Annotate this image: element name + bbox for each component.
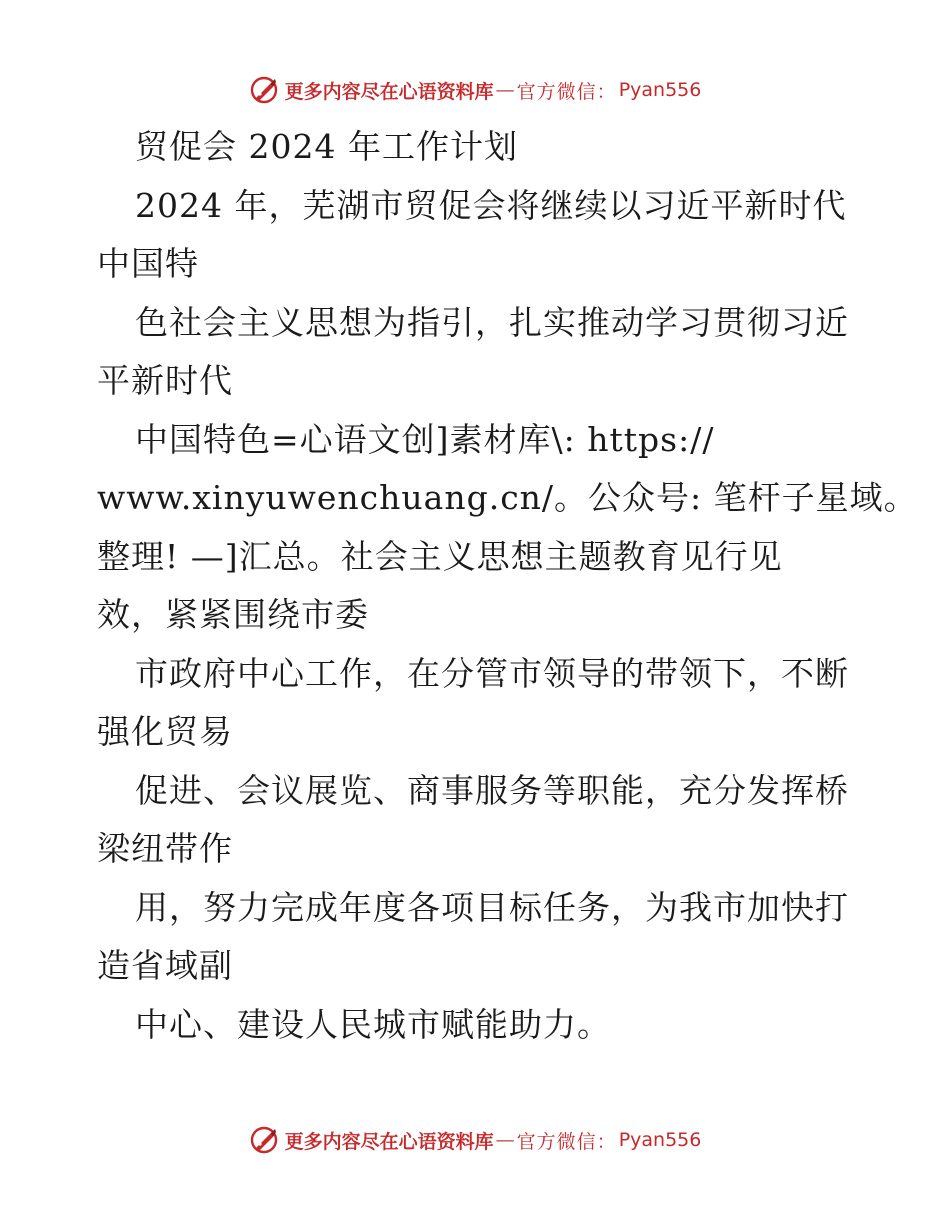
quill-pen-logo-icon — [249, 75, 279, 105]
watermark-dash: — — [495, 1129, 515, 1151]
watermark-promo-text: 更多内容尽在心语资料库 — [284, 1130, 494, 1153]
paragraph-line: 中国特色=心语文创]素材库\: https:// — [135, 419, 715, 459]
footer-watermark — [0, 1120, 950, 1160]
paragraph-line: 梁纽带作 — [97, 829, 233, 868]
watermark-dash: — — [495, 79, 515, 101]
watermark-wechat-label: 官方微信： — [516, 80, 617, 103]
watermark-wechat-handle: Pyan556 — [618, 1129, 702, 1151]
paragraph-line: 2024 年，芜湖市贸促会将继续以习近平新时代 — [135, 185, 847, 225]
paragraph-line: 强化贸易 — [97, 712, 233, 751]
paragraph-line: 促进、会议展览、商事服务等职能，充分发挥桥 — [135, 770, 849, 810]
paragraph-line: 中国特 — [97, 244, 199, 283]
document-title: 贸促会 2024 年工作计划 — [135, 127, 518, 166]
paragraph-line: 造省域副 — [97, 946, 233, 985]
paragraph-line: 平新时代 — [97, 361, 233, 400]
watermark-wechat-handle: Pyan556 — [618, 79, 702, 101]
paragraph-line: www.xinyuwenchuang.cn/。公众号: 笔杆子星域。 — [97, 478, 918, 517]
header-watermark — [0, 70, 950, 110]
paragraph-line: 整理! —]汇总。社会主义思想主题教育见行见 — [97, 536, 783, 576]
paragraph-line: 效，紧紧围绕市委 — [97, 595, 369, 634]
paragraph-line: 市政府中心工作，在分管市领导的带领下，不断 — [135, 653, 849, 693]
document-body — [97, 118, 918, 1054]
watermark-promo-text: 更多内容尽在心语资料库 — [284, 80, 494, 103]
watermark-wechat-label: 官方微信： — [516, 1130, 617, 1153]
paragraph-line: 中心、建设人民城市赋能助力。 — [135, 1004, 611, 1044]
paragraph-line: 色社会主义思想为指引，扎实推动学习贯彻习近 — [135, 302, 849, 342]
paragraph-line: 用，努力完成年度各项目标任务，为我市加快打 — [135, 887, 849, 927]
quill-pen-logo-icon — [249, 1125, 279, 1155]
